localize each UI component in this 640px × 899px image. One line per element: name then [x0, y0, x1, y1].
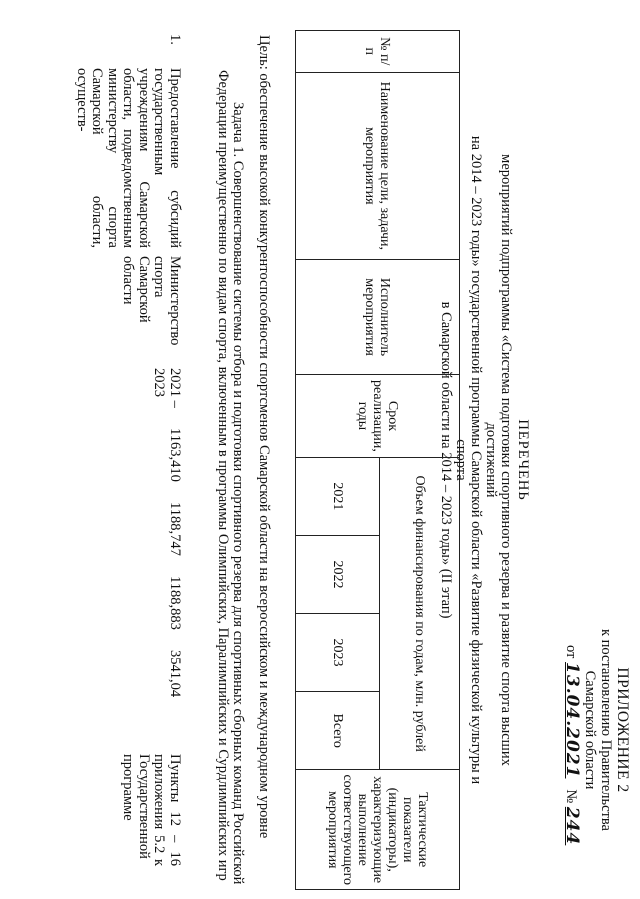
row-num: 1.	[167, 34, 183, 45]
heading-line1: мероприятий подпрограммы «Система подготовки спортивного резерва и развитие спорта высших достижений	[483, 154, 514, 766]
col-indicators-header: Тактические показатели (индикаторы), характеризующие выполнение соответствующего мероприятия	[296, 770, 460, 890]
number-sign: №	[563, 789, 579, 804]
row-2022: 1188,747	[167, 502, 183, 556]
goal-text: Цель: обеспечение высокой конкурентоспособности спортсменов Самарской области на всероссийском и международном уровне	[256, 35, 272, 839]
col-num-header: № п/п	[296, 31, 460, 73]
header-table	[295, 30, 460, 890]
handwritten-number: 244	[562, 806, 582, 846]
col-2022-header: 2022	[296, 535, 380, 613]
col-2023-header: 2023	[296, 613, 380, 691]
col-total-header: Всего	[296, 691, 380, 769]
row-name: Предоставление субсидий государственным учреждениям Самарской области, подведомственным министерству спорта Самарской области, осуществ-	[74, 68, 183, 248]
heading-line2: на 2014 – 2023 годы» государственной программы Самарской области «Развитие физической культуры и спорта	[453, 135, 484, 785]
heading-title: ПЕРЕЧЕНЬ	[515, 419, 531, 501]
task-text: Задача 1. Совершенствование системы отбора и подготовки спортивного резерва для спортивных сборных команд Российской Федерации преимущественно по видам спорта, включенным в программы Олимпийских, Паралимпийских и Сурдлимпийских игр	[215, 70, 246, 885]
handwritten-date: 13.04.2021	[562, 662, 582, 779]
col-2021-header: 2021	[296, 457, 380, 535]
heading-line3: в Самарской области на 2014 – 2023 годы» (II этап)	[438, 301, 454, 619]
col-exec-header: Исполнитель мероприятия	[296, 260, 460, 375]
from-label: от	[563, 645, 579, 659]
col-name-header: Наименование цели, задачи, мероприятия	[296, 72, 460, 259]
row-2023: 1188,883	[167, 576, 183, 630]
appendix-title: ПРИЛОЖЕНИЕ 2	[614, 667, 631, 793]
appendix-date-line	[563, 575, 580, 885]
row-2021: 1163,410	[167, 428, 183, 482]
appendix-line2: Самарской области	[582, 670, 598, 790]
appendix-line1: к постановлению Правительства	[598, 629, 614, 831]
row-term: 2021 – 2023	[151, 368, 183, 408]
row-executor: Министерство спорта Самарской области	[120, 256, 183, 346]
col-term-header: Срок реализации, годы	[296, 375, 460, 458]
row-total: 3541,04	[167, 650, 183, 698]
appendix-block	[563, 575, 630, 885]
row-indicators: Пункты 12 – 16 приложения 5.2 к Государственной программе	[120, 754, 183, 866]
col-volume-header: Объем финансирования по годам, млн. рублей	[380, 457, 460, 770]
